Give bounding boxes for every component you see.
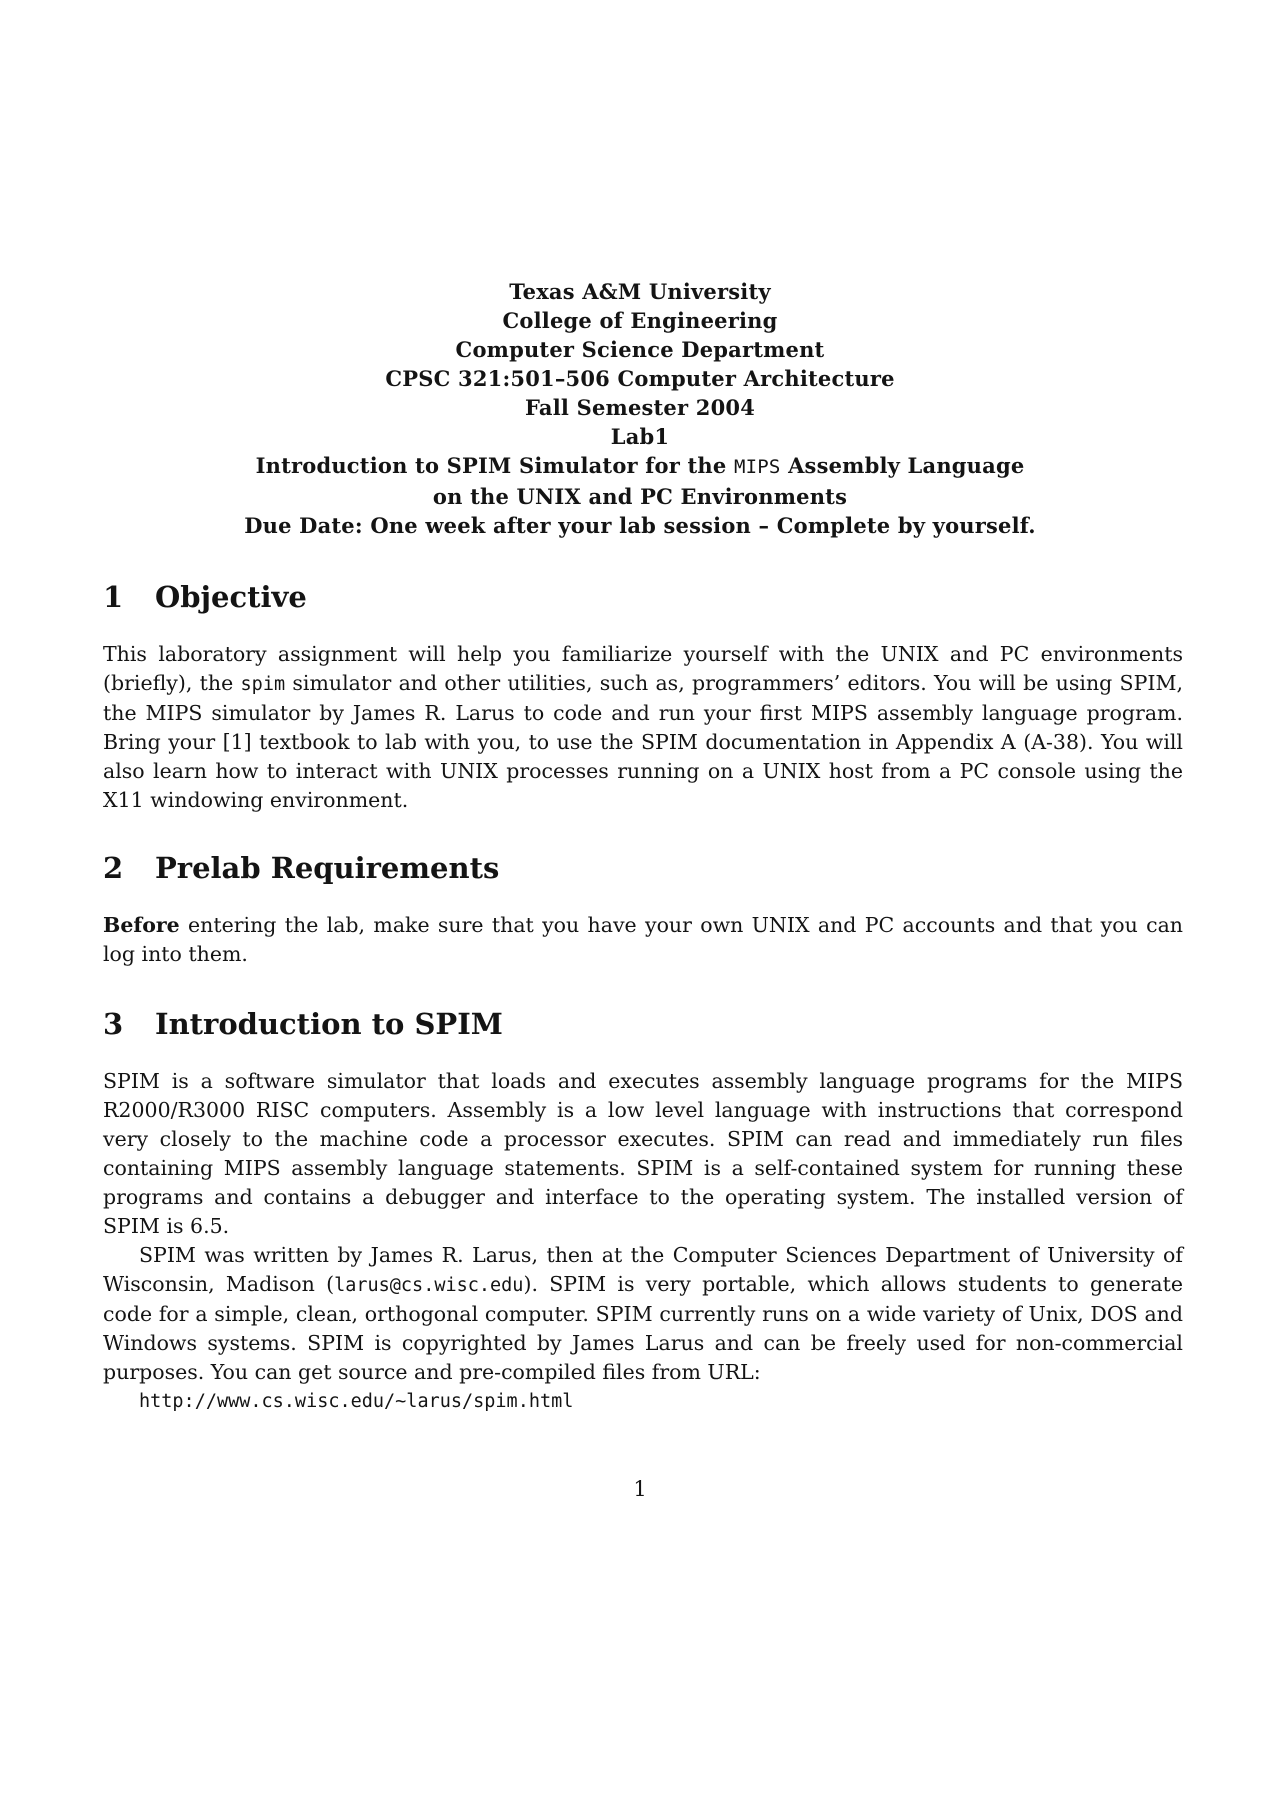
section-number: 3: [103, 1007, 124, 1041]
due-date: Due Date: One week after your lab session – Complete by yourself.: [244, 513, 1036, 538]
section-title-text: Objective: [155, 580, 307, 614]
section-heading-objective: [103, 579, 307, 615]
section-heading-intro: [103, 1006, 503, 1042]
intro-paragraphs: [103, 1067, 1183, 1416]
intro-paragraph-1: SPIM is a software simulator that loads and executes assembly language programs for the MIPS R2000/R3000 RISC computers. Assembly is a low level language with instructions that correspond very closely to the machine code a processor executes. SPIM can read and immediately run files containing MIPS assembly language statements. SPIM is a self-contained system for running these programs and contains a debugger and interface to the operating system. The installed version of SPIM is 6.5.: [103, 1069, 1183, 1238]
lab-title: [0, 451, 1280, 482]
lab-title-mips: MIPS: [733, 456, 781, 478]
intro-paragraph-2: [103, 1241, 1183, 1387]
college-name: College of Engineering: [502, 308, 778, 333]
prelab-paragraph: [103, 911, 1183, 969]
intro-para2-a: SPIM was written by James R. Larus, then at the Computer Sciences Department of University of Wisconsin, Madison (: [103, 1243, 1183, 1296]
university-name: Texas A&M University: [509, 279, 771, 304]
section-title-text: Prelab Requirements: [155, 851, 500, 885]
page-number: 1: [633, 1477, 647, 1501]
prelab-text: entering the lab, make sure that you have your own UNIX and PC accounts and that you can log into them.: [103, 913, 1183, 966]
section-number: 2: [103, 851, 124, 885]
lab-title-prefix: Introduction to SPIM Simulator for the: [255, 453, 727, 478]
title-block: [0, 277, 1280, 540]
objective-paragraph: [103, 640, 1183, 815]
section-heading-prelab: [103, 850, 499, 886]
section-number: 1: [103, 580, 124, 614]
lab-title-suffix: Assembly Language: [788, 453, 1025, 478]
prelab-bold-word: Before: [103, 913, 180, 937]
spim-code: spim: [240, 674, 286, 695]
semester: Fall Semester 2004: [524, 395, 756, 420]
objective-text-b: simulator and other utilities, such as, programmers’ editors. You will be using SPIM, the MIPS simulator by James R. Larus to code and run your first MIPS assembly language program. Bring your [1] textbook to lab with you, to use the SPIM documentation in Appendix A (A-38). You will also learn how to interact with UNIX processes running on a UNIX host from a PC console using the X11 windowing environment.: [103, 671, 1184, 812]
lab-number: Lab1: [610, 424, 670, 449]
section-title-text: Introduction to SPIM: [155, 1007, 503, 1041]
course-name: CPSC 321:501–506 Computer Architecture: [385, 366, 895, 391]
author-email: larus@cs.wisc.edu: [334, 1275, 524, 1296]
lab-title-line2: on the UNIX and PC Environments: [432, 484, 848, 509]
intro-para2-b: ). SPIM is very portable, which allows students to generate code for a simple, clean, orthogonal computer. SPIM currently runs on a wide variety of Unix, DOS and Windows systems. SPIM is copyrighted by James Larus and can be freely used for non-commercial purposes. You can get source and pre-compiled files from URL:: [103, 1272, 1183, 1384]
spim-url[interactable]: http://www.cs.wisc.edu/~larus/spim.html: [139, 1391, 574, 1412]
department-name: Computer Science Department: [455, 337, 825, 362]
objective-text-a: This laboratory assignment will help you familiarize yourself with the UNIX and PC environments (briefly), the: [103, 642, 1183, 695]
